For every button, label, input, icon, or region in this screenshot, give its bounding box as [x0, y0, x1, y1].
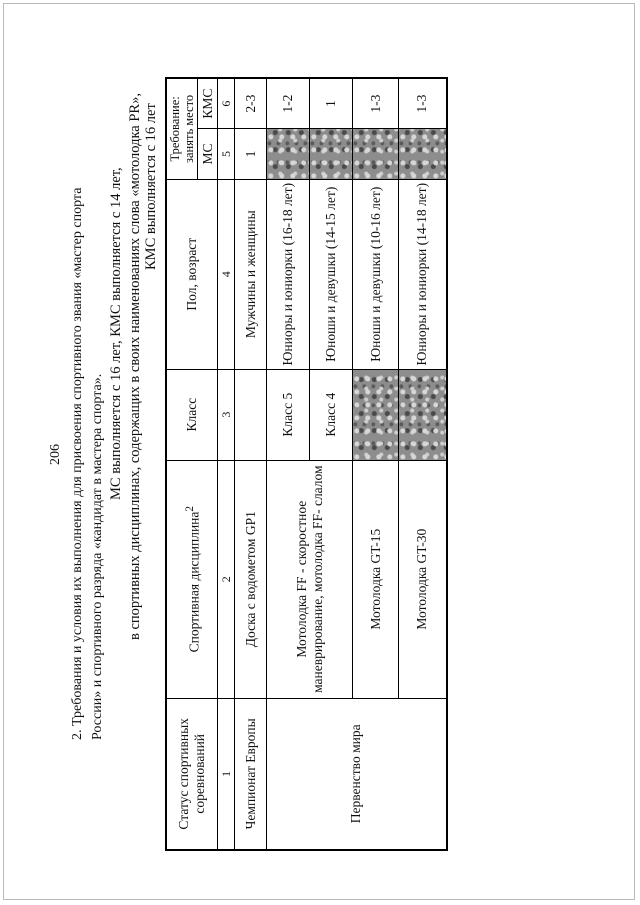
- cell-discipline: Мотолодка FF - скоростное маневрирование, мотолодка FF- слалом: [267, 460, 353, 698]
- cell-ms: 1: [235, 129, 267, 180]
- cell-kms: 1: [310, 78, 353, 129]
- cell-status: Чемпионат Европы: [235, 698, 267, 850]
- header-ms: МС: [198, 129, 218, 180]
- header-kms: КМС: [198, 78, 218, 129]
- cell-kms: 2-3: [235, 78, 267, 129]
- cell-kms: 1-2: [267, 78, 310, 129]
- cell-class: Класс 4: [310, 369, 353, 460]
- cell-kms: 1-3: [353, 78, 399, 129]
- cell-class-shaded: [399, 369, 447, 460]
- cell-gender-age: Юниоры и юниорки (16-18 лет): [267, 179, 310, 369]
- cell-discipline: Мотолодка GT-15: [353, 460, 399, 698]
- header-class: Класс: [166, 369, 218, 460]
- cell-ms-shaded: [267, 129, 310, 180]
- page-number: 206: [48, 444, 63, 465]
- cell-class-shaded: [353, 369, 399, 460]
- intro-paragraph: 2. Требования и условия их выполнения для присвоения спортивного звания «мастер спорта России» и спортивного разряда «кандидат в мастера спорта».: [70, 187, 105, 740]
- table-row: [267, 78, 310, 850]
- header-status: Статус спортивных соревнований: [166, 698, 218, 850]
- cell-ms-shaded: [353, 129, 399, 180]
- cell-class: Класс 5: [267, 369, 310, 460]
- header-requirement: Требование: занять место: [166, 78, 198, 179]
- cell-kms: 1-3: [399, 78, 447, 129]
- column-number: 2: [218, 460, 235, 698]
- cell-status: Первенство мира: [267, 698, 447, 850]
- header-gender-age: Пол, возраст: [166, 179, 218, 369]
- footnote-marker: 2: [183, 505, 196, 512]
- header-discipline-text: Спортивная дисциплина: [186, 511, 202, 653]
- cell-gender-age: Юноши и девушки (14-15 лет): [310, 179, 353, 369]
- column-number: 3: [218, 369, 235, 460]
- column-number: 4: [218, 179, 235, 369]
- column-number: 5: [218, 129, 235, 180]
- column-number: 6: [218, 78, 235, 129]
- cell-discipline: Доска с водометом GP1: [235, 460, 267, 698]
- cell-ms-shaded: [310, 129, 353, 180]
- column-number: 1: [218, 698, 235, 850]
- cell-discipline: Мотолодка GT-30: [399, 460, 447, 698]
- cell-gender-age: Юноши и девушки (10-16 лет): [353, 179, 399, 369]
- cell-gender-age: Мужчины и женщины: [235, 179, 267, 369]
- note-line-1: МС выполняется с 16 лет, КМС выполняется с 14 лет,: [108, 167, 124, 500]
- cell-class: [235, 369, 267, 460]
- cell-gender-age: Юниоры и юниорки (14-18 лет): [399, 179, 447, 369]
- cell-ms-shaded: [399, 129, 447, 180]
- requirements-table: [165, 77, 448, 851]
- header-discipline: [166, 460, 218, 698]
- note-line-3: КМС выполняется с 16 лет: [143, 103, 159, 270]
- note-line-2: в спортивных дисциплинах, содержащих в своих наименованиях слова «мотолодка PR»,: [127, 93, 143, 640]
- table-row: [235, 78, 267, 850]
